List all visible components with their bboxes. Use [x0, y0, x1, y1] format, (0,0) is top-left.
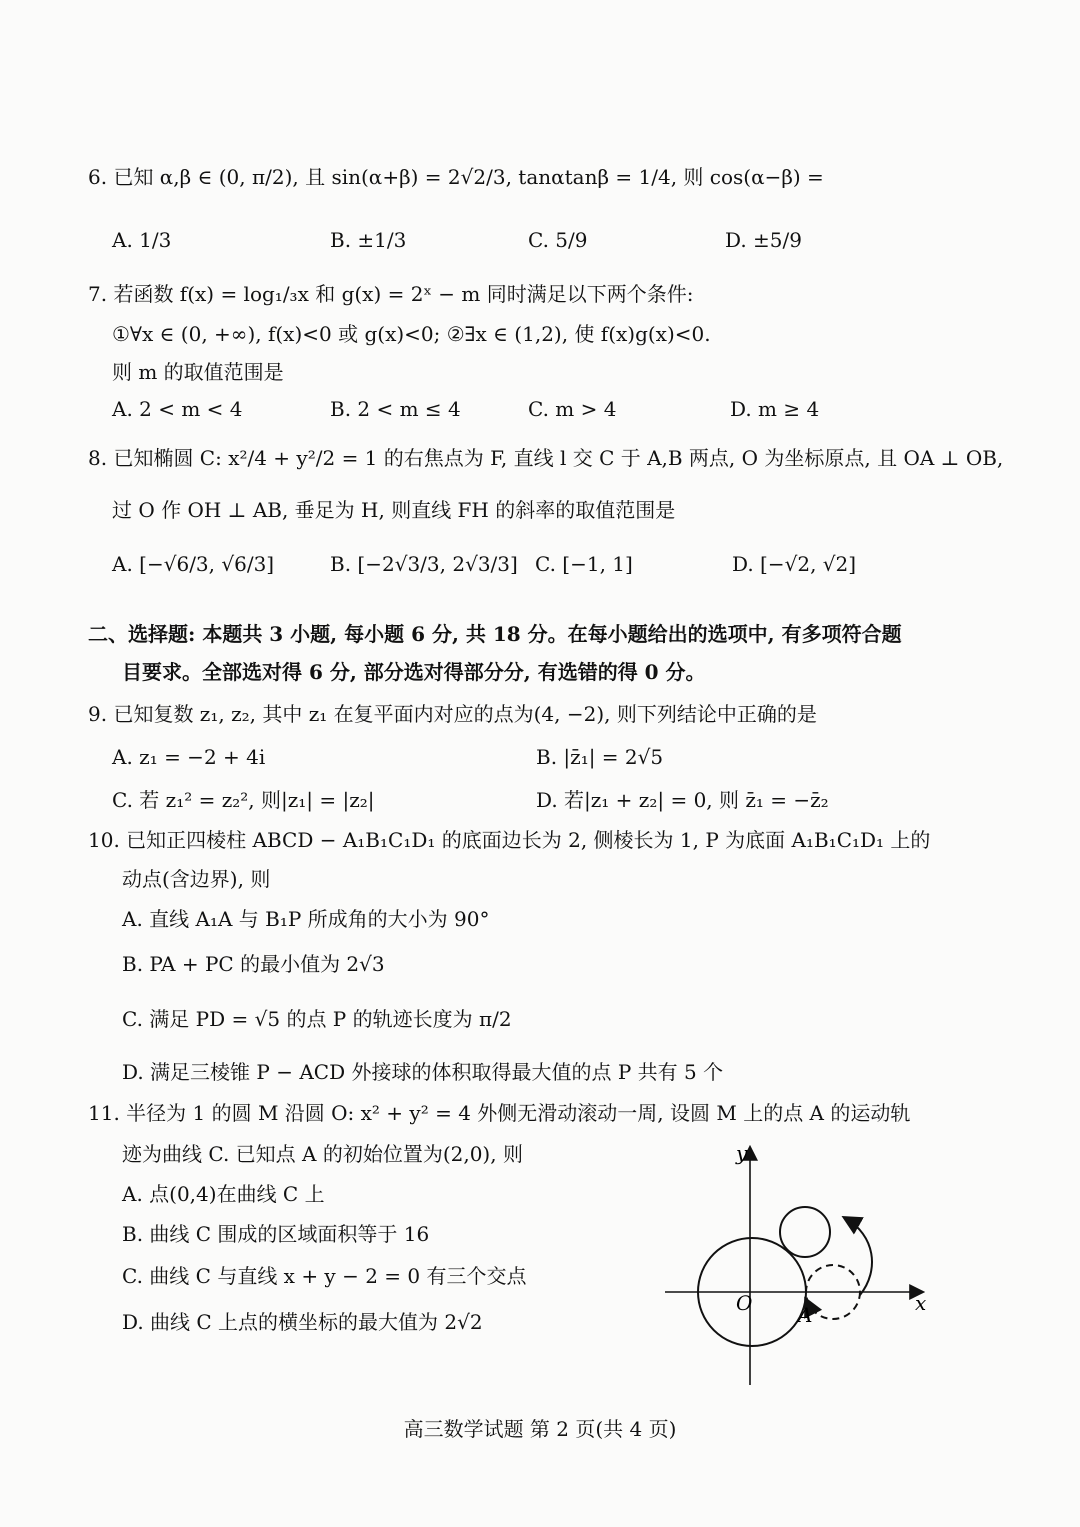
q6-option-d: D. ±5/9 — [725, 228, 802, 252]
q10-stem-continued: 动点(含边界), 则 — [122, 867, 271, 891]
q10-option-d: D. 满足三棱锥 P − ACD 外接球的体积取得最大值的点 P 共有 5 个 — [122, 1060, 724, 1084]
q7-option-a: A. 2 < m < 4 — [112, 397, 243, 421]
q11-option-d: D. 曲线 C 上点的横坐标的最大值为 2√2 — [122, 1310, 483, 1334]
q8-stem: 8. 已知椭圆 C: x²/4 + y²/2 = 1 的右焦点为 F, 直线 l 交 C 于 A,B 两点, O 为坐标原点, 且 OA ⊥ OB, — [88, 446, 1004, 470]
q11-option-b: B. 曲线 C 围成的区域面积等于 16 — [122, 1222, 430, 1246]
q8-stem-continued: 过 O 作 OH ⊥ AB, 垂足为 H, 则直线 FH 的斜率的取值范围是 — [112, 498, 676, 522]
q7-option-d: D. m ≥ 4 — [730, 397, 820, 421]
q7-stem: 7. 若函数 f(x) = log₁/₃x 和 g(x) = 2ˣ − m 同时满足以下两个条件: — [88, 282, 694, 306]
q8-option-c: C. [−1, 1] — [535, 552, 633, 576]
q8-option-b: B. [−2√3/3, 2√3/3] — [330, 552, 518, 576]
q10-option-b: B. PA + PC 的最小值为 2√3 — [122, 952, 385, 976]
q8-option-a: A. [−√6/3, √6/3] — [112, 552, 275, 576]
q7-conditions: ①∀x ∈ (0, +∞), f(x)<0 或 g(x)<0; ②∃x ∈ (1,2), 使 f(x)g(x)<0. — [112, 322, 711, 346]
q6-option-a: A. 1/3 — [112, 228, 172, 252]
y-axis-label: y — [736, 1141, 748, 1165]
point-a-label: A — [798, 1303, 813, 1327]
q8-option-d: D. [−√2, √2] — [732, 552, 857, 576]
q10-option-a: A. 直线 A₁A 与 B₁P 所成角的大小为 90° — [122, 907, 490, 931]
q11-stem: 11. 半径为 1 的圆 M 沿圆 O: x² + y² = 4 外侧无滑动滚动一周, 设圆 M 上的点 A 的运动轨 — [88, 1101, 911, 1125]
q9-option-b: B. |z̄₁| = 2√5 — [536, 745, 664, 769]
origin-label: O — [736, 1291, 753, 1315]
q6-option-b: B. ±1/3 — [330, 228, 407, 252]
q7-option-c: C. m > 4 — [528, 397, 617, 421]
q11-option-c: C. 曲线 C 与直线 x + y − 2 = 0 有三个交点 — [122, 1264, 527, 1288]
q10-stem: 10. 已知正四棱柱 ABCD − A₁B₁C₁D₁ 的底面边长为 2, 侧棱长为 1, P 为底面 A₁B₁C₁D₁ 上的 — [88, 828, 931, 852]
q9-stem: 9. 已知复数 z₁, z₂, 其中 z₁ 在复平面内对应的点为(4, −2), 则下列结论中正确的是 — [88, 702, 817, 726]
q11-stem-continued: 迹为曲线 C. 已知点 A 的初始位置为(2,0), 则 — [122, 1142, 523, 1166]
q10-option-c: C. 满足 PD = √5 的点 P 的轨迹长度为 π/2 — [122, 1007, 512, 1031]
q11-option-a: A. 点(0,4)在曲线 C 上 — [122, 1182, 325, 1206]
q6-option-c: C. 5/9 — [528, 228, 588, 252]
q7-option-b: B. 2 < m ≤ 4 — [330, 397, 461, 421]
page-footer: 高三数学试题 第 2 页(共 4 页) — [403, 1417, 677, 1441]
circle-m-rolled — [780, 1207, 830, 1257]
x-axis-label: x — [915, 1291, 927, 1315]
q6-stem: 6. 已知 α,β ∈ (0, π/2), 且 sin(α+β) = 2√2/3, tanαtanβ = 1/4, 则 cos(α−β) = — [88, 165, 824, 189]
q9-option-d: D. 若|z₁ + z₂| = 0, 则 z̄₁ = −z̄₂ — [536, 788, 829, 812]
section-2-heading: 二、选择题: 本题共 3 小题, 每小题 6 分, 共 18 分。在每小题给出的选项中, 有多项符合题 — [88, 622, 902, 646]
q9-option-c: C. 若 z₁² = z₂², 则|z₁| = |z₂| — [112, 788, 375, 812]
q11-figure — [660, 1140, 940, 1390]
q7-ask: 则 m 的取值范围是 — [112, 360, 284, 384]
section-2-heading-continued: 目要求。全部选对得 6 分, 部分选对得部分分, 有选错的得 0 分。 — [122, 660, 706, 684]
q9-option-a: A. z₁ = −2 + 4i — [112, 745, 266, 769]
